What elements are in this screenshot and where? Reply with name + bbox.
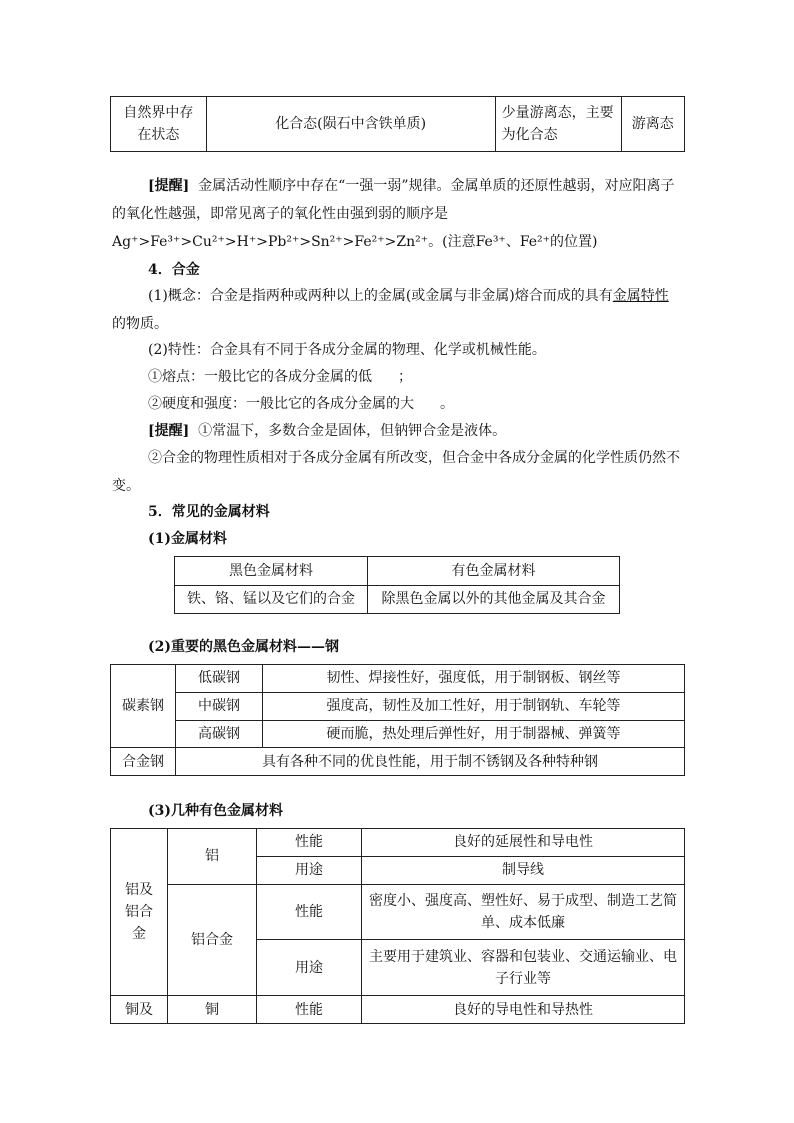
low-carbon-desc: 韧性、焊接性好，强度低，用于制钢板、钢丝等 [263, 665, 685, 693]
alloy-use-label: 用途 [257, 940, 362, 996]
alloy-properties: (2)特性：合金具有不同于各成分金属的物理、化学或机械性能。 [148, 342, 546, 358]
existence-label-cell: 自然界中存在状态 [111, 97, 207, 152]
aluminum-cell: 铝 [168, 829, 257, 885]
alloy-tip-a-text: ①常温下，多数合金是固体，但钠钾合金是液体。 [198, 423, 507, 439]
mid-carbon-desc: 强度高，韧性及加工性好，用于制钢轨、车轮等 [263, 692, 685, 720]
al-use-label: 用途 [257, 856, 362, 884]
nonferrous-table [110, 828, 685, 1024]
melting-end: ； [398, 369, 412, 385]
tip-text: 金属活动性顺序中存在“一强一弱”规律。金属单质的还原性越弱，对应阳离子的氧化性越强，即常见离子的氧化性由强到弱的顺序是 [112, 178, 675, 222]
alloy-tip-label: [提醒] [148, 423, 190, 439]
alloy-concept [112, 282, 682, 338]
nonferrous-header: 有色金属材料 [368, 557, 620, 586]
aluminum-group-cell: 铝及铝合金 [111, 829, 168, 996]
tip-activity-order [112, 172, 682, 256]
section-4-heading: 4．合金 [148, 262, 200, 278]
copper-group-cell: 铜及 [111, 996, 168, 1024]
iron-state-cell: 化合态(陨石中含铁单质) [206, 97, 495, 152]
carbon-steel-cell: 碳素钢 [111, 665, 176, 748]
al-prop-value: 良好的延展性和导电性 [362, 829, 685, 857]
concept-text: 合金是指两种或两种以上的金属(或金属与非金属)熔合而成的具有 [209, 288, 613, 304]
high-carbon-desc: 硬而脆，热处理后弹性好，用于制器械、弹簧等 [263, 720, 685, 748]
alloy-prop-label: 性能 [257, 884, 362, 940]
hardness-end: 。 [440, 396, 454, 412]
existence-state-table [110, 96, 685, 152]
tip-note: 。(注意Fe³⁺、Fe²⁺的位置) [428, 234, 598, 250]
cu-prop-label: 性能 [257, 996, 362, 1024]
alloy-tip-a [112, 417, 682, 445]
concept-underlined: 金属特性 [612, 288, 669, 304]
metal-materials-table [174, 556, 620, 614]
alloy-steel-cell: 合金钢 [111, 748, 176, 776]
concept-lead: (1)概念： [148, 288, 210, 304]
tip-label: [提醒] [148, 178, 190, 194]
cu-prop-value: 良好的导电性和导热性 [362, 996, 685, 1024]
ferrous-value: 铁、铬、锰以及它们的合金 [175, 585, 368, 614]
steel-table [110, 664, 685, 776]
melting-text: ①熔点：一般比它的各成分金属的低 [148, 369, 372, 385]
metal-materials-subheading: (1)金属材料 [148, 531, 227, 547]
hardness-text: ②硬度和强度：一般比它的各成分金属的大 [148, 396, 414, 412]
al-prop-label: 性能 [257, 829, 362, 857]
alloy-use-value: 主要用于建筑业、容器和包装业、交通运输业、电子行业等 [362, 940, 685, 996]
copper-state-cell: 少量游离态，主要为化合态 [495, 97, 621, 152]
nonferrous-value: 除黑色金属以外的其他金属及其合金 [368, 585, 620, 614]
concept-end: 的物质。 [112, 316, 168, 332]
ferrous-header: 黑色金属材料 [175, 557, 368, 586]
al-alloy-cell: 铝合金 [168, 884, 257, 995]
alloy-prop-value: 密度小、强度高、塑性好、易于成型、制造工艺简单、成本低廉 [362, 884, 685, 940]
al-use-value: 制导线 [362, 856, 685, 884]
copper-cell: 铜 [168, 996, 257, 1024]
alloy-tip-b: ②合金的物理性质相对于各成分金属有所改变，但合金中各成分金属的化学性质仍然不变。 [112, 450, 680, 494]
melting-point [112, 363, 682, 391]
low-carbon-cell: 低碳钢 [176, 665, 263, 693]
nonferrous-subheading: (3)几种有色金属材料 [148, 803, 283, 819]
steel-subheading: (2)重要的黑色金属材料——钢 [148, 639, 339, 655]
hardness [112, 390, 682, 418]
ion-order: Ag⁺>Fe³⁺>Cu²⁺>H⁺>Pb²⁺>Sn²⁺>Fe²⁺>Zn²⁺ [112, 234, 429, 250]
section-5-heading: 5．常见的金属材料 [148, 504, 270, 520]
alloy-steel-desc: 具有各种不同的优良性能，用于制不锈钢及各种特种钢 [176, 748, 685, 776]
mid-carbon-cell: 中碳钢 [176, 692, 263, 720]
high-carbon-cell: 高碳钢 [176, 720, 263, 748]
gold-state-cell: 游离态 [621, 97, 684, 152]
